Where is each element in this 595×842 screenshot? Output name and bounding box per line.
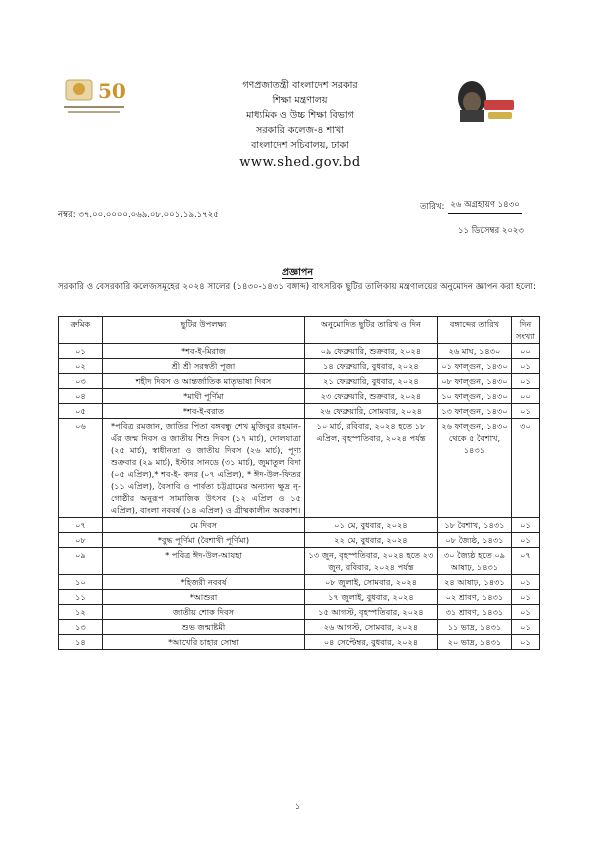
cell-bangla-date: ০৮ জ্যৈষ্ঠ, ১৪৩১: [438, 533, 512, 548]
table-row: [59, 344, 540, 359]
division-name: মাধ্যমিক ও উচ্চ শিক্ষা বিভাগ: [246, 110, 354, 121]
table-row: [59, 548, 540, 575]
cell-occasion: *আশুরা: [103, 590, 305, 605]
cell-occasion: শুভ জন্মাষ্টমী: [103, 620, 305, 635]
cell-occasion: মে দিবস: [103, 518, 305, 533]
cell-serial: ০৫: [59, 404, 103, 419]
header-occasion: ছুটির উপলক্ষ্য: [103, 317, 305, 344]
table-header-row: [59, 317, 540, 344]
date-english: ১১ ডিসেম্বর ২০২৩: [458, 226, 524, 236]
cell-approved: ০৯ ফেব্রুয়ারি, শুক্রবার, ২০২৪: [305, 344, 438, 359]
cell-serial: ১৩: [59, 620, 103, 635]
cell-bangla-date: ১১ ভাদ্র, ১৪৩১: [438, 620, 512, 635]
cell-approved: ২৬ ফেব্রুয়ারি, সোমবার, ২০২৪: [305, 404, 438, 419]
cell-days: ০১: [512, 620, 540, 635]
cell-bangla-date: ২০ ভাদ্র, ১৪৩১: [438, 635, 512, 650]
office-address: বাংলাদেশ সচিবালয়, ঢাকা: [251, 140, 349, 151]
cell-approved: ১৫ আগস্ট, বৃহস্পতিবার, ২০২৪: [305, 605, 438, 620]
cell-approved: ২৬ আগস্ট, সোমবার, ২০২৪: [305, 620, 438, 635]
cell-occasion: * পবিত্র ঈদ-উল-আযহা: [103, 548, 305, 575]
table-row: [59, 374, 540, 389]
cell-approved: ০৮ জুলাই, সোমবার, ২০২৪: [305, 575, 438, 590]
cell-occasion: *শব-ই-মিরাজ: [103, 344, 305, 359]
cell-bangla-date: ০১ ফাল্গুন, ১৪৩০: [438, 359, 512, 374]
cell-serial: ০৯: [59, 548, 103, 575]
table-row: [59, 605, 540, 620]
header-bangla-date: বঙ্গাব্দের তারিখ: [438, 317, 512, 344]
cell-days: ০১: [512, 605, 540, 620]
website: www.shed.gov.bd: [239, 155, 361, 170]
cell-days: ০১: [512, 590, 540, 605]
cell-serial: ০৩: [59, 374, 103, 389]
table-row: [59, 389, 540, 404]
date-bangla: ২৬ অগ্রহায়ণ ১৪৩০: [448, 198, 521, 214]
notice-title: প্রজ্ঞাপন: [281, 267, 314, 278]
table-row: [59, 404, 540, 419]
ministry-name: শিক্ষা মন্ত্রণালয়: [272, 95, 328, 106]
cell-serial: ০১: [59, 344, 103, 359]
holiday-table: [58, 316, 540, 650]
cell-bangla-date: ২৬ মাঘ, ১৪৩০: [438, 344, 512, 359]
cell-occasion: *শব-ই-বরাত: [103, 404, 305, 419]
cell-days: ০১: [512, 404, 540, 419]
cell-approved: ২৩ ফেব্রুয়ারি, শুক্রবার, ২০২৪: [305, 389, 438, 404]
cell-serial: ১৪: [59, 635, 103, 650]
cell-occasion: *পবিত্র রমজান, জাতির পিতা বঙ্গবন্ধু শেখ মুজিবুর রহমান-এঁর জন্ম দিবস ও জাতীয় শিশু দিবস (১৭ মার্চ), দোলযাত্রা (২৫ মার্চ), স্বাধীনতা ও জাতীয় দিবস (২৬ মার্চ), পূণ্য শুক্রবার (২৯ মার্চ), ইস্টার সানডে (৩১ মার্চ), জুমাতুল বিদা (০৫ এপ্রিল),* শব-ই- কদর (০৭ এপ্রিল), * ঈদ-উল-ফিতর (১১ এপ্রিল), বৈসাবি ও পার্বত্য চট্টগ্রামের অন্যান্য ক্ষুদ্র নৃ-গোষ্ঠীর অনুরূপ সামাজিক উৎসব (১২ এপ্রিল ও ১৫ এপ্রিল), বাংলা নববর্ষ (১৪ এপ্রিল) ও গ্রীষ্মকালীন অবকাশ।: [103, 419, 305, 518]
table-row: [59, 590, 540, 605]
header-approved-date: অনুমোদিত ছুটির তারিখ ও দিন: [305, 317, 438, 344]
cell-days: ০১: [512, 635, 540, 650]
cell-approved: ০৪ সেপ্টেম্বর, বুধবার, ২০২৪: [305, 635, 438, 650]
cell-bangla-date: ১৮ বৈশাখ, ১৪৩১: [438, 518, 512, 533]
table-row: [59, 575, 540, 590]
cell-bangla-date: ০৮ ফাল্গুন, ১৪৩০: [438, 374, 512, 389]
mujib-borsho-logo: [450, 76, 520, 124]
cell-occasion: *বুদ্ধ পূর্ণিমা (বৈশাখী পূর্ণিমা): [103, 533, 305, 548]
table-row: [59, 359, 540, 374]
table-row: [59, 419, 540, 518]
cell-days: ০১: [512, 359, 540, 374]
cell-occasion: *মাঘী পূর্ণিমা: [103, 389, 305, 404]
cell-bangla-date: ৩০ জ্যৈষ্ঠ হতে ০৯ আষাঢ়, ১৪৩১: [438, 548, 512, 575]
cell-approved: ১০ মার্চ, রবিবার, ২০২৪ হতে ১৮ এপ্রিল, বৃহস্পতিবার, ২০২৪ পর্যন্ত: [305, 419, 438, 518]
page-number: ১: [294, 802, 301, 812]
golden-jubilee-logo: [58, 76, 138, 120]
cell-days: ৩০: [512, 419, 540, 518]
cell-serial: ১২: [59, 605, 103, 620]
table-row: [59, 620, 540, 635]
cell-days: ০০: [512, 389, 540, 404]
cell-days: ০১: [512, 518, 540, 533]
cell-days: ০৭: [512, 548, 540, 575]
cell-approved: ২১ ফেব্রুয়ারি, বুধবার, ২০২৪: [305, 374, 438, 389]
cell-occasion: *আখেরি চাহার সোম্বা: [103, 635, 305, 650]
cell-occasion: শহীদ দিবস ও আন্তর্জাতিক মাতৃভাষা দিবস: [103, 374, 305, 389]
cell-bangla-date: ১০ ফাল্গুন, ১৪৩০: [438, 389, 512, 404]
cell-approved: ২২ মে, বুধবার, ২০২৪: [305, 533, 438, 548]
notice-intro: সরকারি ও বেসরকারি কলেজসমূহের ২০২৪ সালের (১৪৩০-১৪৩১ বঙ্গাব্দ) বাৎসরিক ছুটির তালিকায় মন্ত্রণালয়ের অনুমোদন জ্ঞাপন করা হলো:: [58, 282, 536, 292]
government-name: গণপ্রজাতন্ত্রী বাংলাদেশ সরকার: [242, 80, 358, 91]
header-serial: ক্রমিক: [59, 317, 103, 344]
section-name: সরকারি কলেজ-৪ শাখা: [256, 125, 344, 136]
cell-serial: ০৭: [59, 518, 103, 533]
cell-serial: ০৪: [59, 389, 103, 404]
cell-occasion: জাতীয় শোক দিবস: [103, 605, 305, 620]
cell-occasion: শ্রী শ্রী সরস্বতী পূজা: [103, 359, 305, 374]
cell-bangla-date: ২৪ আষাঢ়, ১৪৩১: [438, 575, 512, 590]
memo-number: নম্বর: ৩৭.০০.০০০০.০৬৯.০৮.০০১.১৯.১৭২৫: [58, 210, 219, 220]
cell-occasion: *হিজরী নববর্ষ: [103, 575, 305, 590]
cell-serial: ০৬: [59, 419, 103, 518]
cell-bangla-date: ৩১ শ্রাবণ, ১৪৩১: [438, 605, 512, 620]
cell-days: ০১: [512, 374, 540, 389]
cell-bangla-date: ০২ শ্রাবণ, ১৪৩১: [438, 590, 512, 605]
cell-approved: ০১ মে, বুধবার, ২০২৪: [305, 518, 438, 533]
cell-days: ০১: [512, 575, 540, 590]
cell-serial: ০২: [59, 359, 103, 374]
cell-approved: ১৪ ফেব্রুয়ারি, বুধবার, ২০২৪: [305, 359, 438, 374]
letterhead: [150, 78, 450, 173]
cell-days: ০১: [512, 533, 540, 548]
cell-bangla-date: ১৩ ফাল্গুন, ১৪৩০: [438, 404, 512, 419]
cell-serial: ১১: [59, 590, 103, 605]
table-row: [59, 635, 540, 650]
cell-serial: ০৮: [59, 533, 103, 548]
svg-text:50: 50: [98, 79, 126, 103]
cell-approved: ১৩ জুন, বৃহস্পতিবার, ২০২৪ হতে ২৩ জুন, রবিবার, ২০২৪ পর্যন্ত: [305, 548, 438, 575]
cell-serial: ১০: [59, 575, 103, 590]
header-days: দিন সংখ্যা: [512, 317, 540, 344]
date-label: তারিখ:: [420, 202, 445, 212]
cell-days: ০০: [512, 344, 540, 359]
table-row: [59, 518, 540, 533]
cell-bangla-date: ২৬ ফাল্গুন, ১৪৩০ থেকে ৫ বৈশাখ, ১৪৩১: [438, 419, 512, 518]
cell-approved: ১৭ জুলাই, বুধবার, ২০২৪: [305, 590, 438, 605]
date-block: [420, 198, 524, 238]
table-row: [59, 533, 540, 548]
